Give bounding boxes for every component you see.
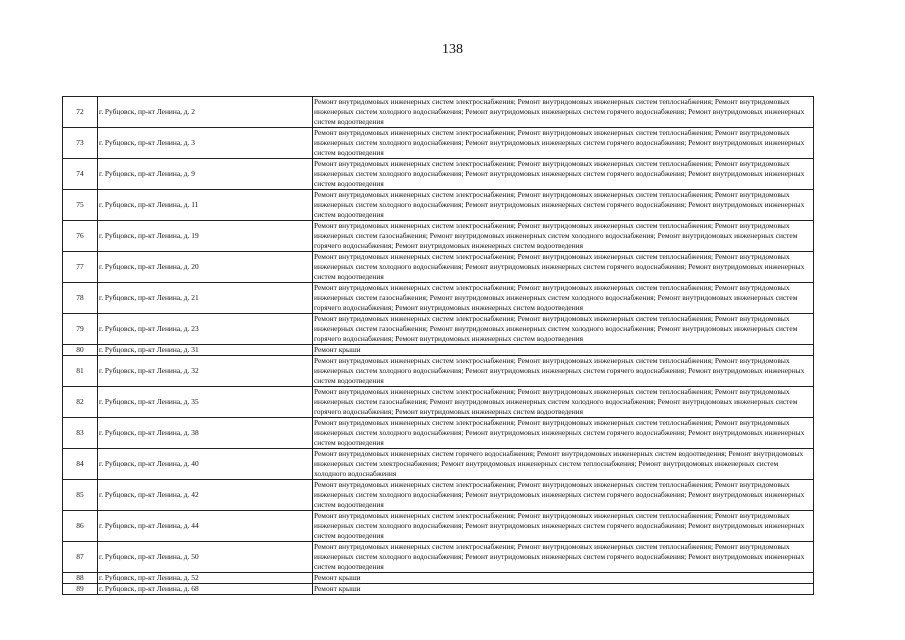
table-row [63,97,814,128]
row-works: Ремонт внутридомовых инженерных систем электроснабжения; Ремонт внутридомовых инженерных систем теплоснабжения; Ремонт внутридомовых инженерных систем холодного водоснабжения; Ремонт внутридомовых инженерных систем горячего водоснабжения; Ремонт внутридомовых инженерных систем водоотведения [313,190,814,221]
row-number: 74 [63,159,98,190]
table-row [63,449,814,480]
table-row [63,221,814,252]
table-row [63,573,814,584]
row-works: Ремонт крыши [313,345,814,356]
table-row [63,356,814,387]
row-address: г. Рубцовск, пр-кт Ленина, д. 11 [98,190,313,221]
row-works: Ремонт крыши [313,584,814,595]
row-number: 84 [63,449,98,480]
row-works: Ремонт внутридомовых инженерных систем электроснабжения; Ремонт внутридомовых инженерных систем теплоснабжения; Ремонт внутридомовых инженерных систем холодного водоснабжения; Ремонт внутридомовых инженерных систем горячего водоснабжения; Ремонт внутридомовых инженерных систем водоотведения [313,511,814,542]
works-table [62,96,814,595]
row-address: г. Рубцовск, пр-кт Ленина, д. 31 [98,345,313,356]
row-address: г. Рубцовск, пр-кт Ленина, д. 9 [98,159,313,190]
row-number: 89 [63,584,98,595]
row-works: Ремонт внутридомовых инженерных систем электроснабжения; Ремонт внутридомовых инженерных систем теплоснабжения; Ремонт внутридомовых инженерных систем холодного водоснабжения; Ремонт внутридомовых инженерных систем горячего водоснабжения; Ремонт внутридомовых инженерных систем водоотведения [313,97,814,128]
row-address: г. Рубцовск, пр-кт Ленина, д. 68 [98,584,313,595]
row-address: г. Рубцовск, пр-кт Ленина, д. 52 [98,573,313,584]
row-address: г. Рубцовск, пр-кт Ленина, д. 2 [98,97,313,128]
table-row [63,314,814,345]
works-table-body [63,97,814,595]
row-works: Ремонт крыши [313,573,814,584]
table-row [63,190,814,221]
row-works: Ремонт внутридомовых инженерных систем электроснабжения; Ремонт внутридомовых инженерных систем теплоснабжения; Ремонт внутридомовых инженерных систем газоснабжения; Ремонт внутридомовых инженерных систем холодного водоснабжения; Ремонт внутридомовых инженерных систем горячего водоснабжения; Ремонт внутридомовых инженерных систем водоотведения [313,387,814,418]
table-row [63,418,814,449]
row-address: г. Рубцовск, пр-кт Ленина, д. 23 [98,314,313,345]
table-row [63,511,814,542]
row-address: г. Рубцовск, пр-кт Ленина, д. 40 [98,449,313,480]
row-number: 77 [63,252,98,283]
table-row [63,283,814,314]
row-address: г. Рубцовск, пр-кт Ленина, д. 20 [98,252,313,283]
row-number: 86 [63,511,98,542]
row-number: 87 [63,542,98,573]
row-address: г. Рубцовск, пр-кт Ленина, д. 42 [98,480,313,511]
row-address: г. Рубцовск, пр-кт Ленина, д. 35 [98,387,313,418]
row-number: 88 [63,573,98,584]
row-number: 83 [63,418,98,449]
row-works: Ремонт внутридомовых инженерных систем электроснабжения; Ремонт внутридомовых инженерных систем теплоснабжения; Ремонт внутридомовых инженерных систем газоснабжения; Ремонт внутридомовых инженерных систем холодного водоснабжения; Ремонт внутридомовых инженерных систем горячего водоснабжения; Ремонт внутридомовых инженерных систем водоотведения [313,283,814,314]
row-number: 85 [63,480,98,511]
table-row [63,252,814,283]
row-number: 75 [63,190,98,221]
row-number: 72 [63,97,98,128]
row-works: Ремонт внутридомовых инженерных систем электроснабжения; Ремонт внутридомовых инженерных систем теплоснабжения; Ремонт внутридомовых инженерных систем холодного водоснабжения; Ремонт внутридомовых инженерных систем горячего водоснабжения; Ремонт внутридомовых инженерных систем водоотведения [313,356,814,387]
table-row [63,387,814,418]
row-works: Ремонт внутридомовых инженерных систем горячего водоснабжения; Ремонт внутридомовых инженерных систем водоотведения; Ремонт внутридомовых инженерных систем электроснабжения; Ремонт внутридомовых инженерных систем теплоснабжения; Ремонт внутридомовых инженерных систем холодного водоснабжения [313,449,814,480]
row-number: 73 [63,128,98,159]
row-number: 80 [63,345,98,356]
row-works: Ремонт внутридомовых инженерных систем электроснабжения; Ремонт внутридомовых инженерных систем теплоснабжения; Ремонт внутридомовых инженерных систем холодного водоснабжения; Ремонт внутридомовых инженерных систем горячего водоснабжения; Ремонт внутридомовых инженерных систем водоотведения [313,480,814,511]
row-number: 79 [63,314,98,345]
table-row [63,542,814,573]
row-works: Ремонт внутридомовых инженерных систем электроснабжения; Ремонт внутридомовых инженерных систем теплоснабжения; Ремонт внутридомовых инженерных систем холодного водоснабжения; Ремонт внутридомовых инженерных систем горячего водоснабжения; Ремонт внутридомовых инженерных систем водоотведения [313,418,814,449]
table-row [63,128,814,159]
row-number: 76 [63,221,98,252]
row-address: г. Рубцовск, пр-кт Ленина, д. 21 [98,283,313,314]
row-address: г. Рубцовск, пр-кт Ленина, д. 44 [98,511,313,542]
row-number: 78 [63,283,98,314]
table-row [63,584,814,595]
row-works: Ремонт внутридомовых инженерных систем электроснабжения; Ремонт внутридомовых инженерных систем теплоснабжения; Ремонт внутридомовых инженерных систем холодного водоснабжения; Ремонт внутридомовых инженерных систем горячего водоснабжения; Ремонт внутридомовых инженерных систем водоотведения [313,252,814,283]
table-row [63,480,814,511]
row-works: Ремонт внутридомовых инженерных систем электроснабжения; Ремонт внутридомовых инженерных систем теплоснабжения; Ремонт внутридомовых инженерных систем холодного водоснабжения; Ремонт внутридомовых инженерных систем горячего водоснабжения; Ремонт внутридомовых инженерных систем водоотведения [313,128,814,159]
row-address: г. Рубцовск, пр-кт Ленина, д. 50 [98,542,313,573]
row-number: 82 [63,387,98,418]
row-works: Ремонт внутридомовых инженерных систем электроснабжения; Ремонт внутридомовых инженерных систем теплоснабжения; Ремонт внутридомовых инженерных систем газоснабжения; Ремонт внутридомовых инженерных систем холодного водоснабжения; Ремонт внутридомовых инженерных систем горячего водоснабжения; Ремонт внутридомовых инженерных систем водоотведения [313,314,814,345]
page-number: 138 [442,42,463,57]
row-works: Ремонт внутридомовых инженерных систем электроснабжения; Ремонт внутридомовых инженерных систем теплоснабжения; Ремонт внутридомовых инженерных систем газоснабжения; Ремонт внутридомовых инженерных систем холодного водоснабжения; Ремонт внутридомовых инженерных систем горячего водоснабжения; Ремонт внутридомовых инженерных систем водоотведения [313,221,814,252]
row-number: 81 [63,356,98,387]
row-works: Ремонт внутридомовых инженерных систем электроснабжения; Ремонт внутридомовых инженерных систем теплоснабжения; Ремонт внутридомовых инженерных систем холодного водоснабжения; Ремонт внутридомовых инженерных систем горячего водоснабжения; Ремонт внутридомовых инженерных систем водоотведения [313,159,814,190]
row-works: Ремонт внутридомовых инженерных систем электроснабжения; Ремонт внутридомовых инженерных систем теплоснабжения; Ремонт внутридомовых инженерных систем холодного водоснабжения; Ремонт внутридомовых инженерных систем горячего водоснабжения; Ремонт внутридомовых инженерных систем водоотведения [313,542,814,573]
row-address: г. Рубцовск, пр-кт Ленина, д. 19 [98,221,313,252]
row-address: г. Рубцовск, пр-кт Ленина, д. 3 [98,128,313,159]
row-address: г. Рубцовск, пр-кт Ленина, д. 38 [98,418,313,449]
table-row [63,345,814,356]
table-row [63,159,814,190]
row-address: г. Рубцовск, пр-кт Ленина, д. 32 [98,356,313,387]
